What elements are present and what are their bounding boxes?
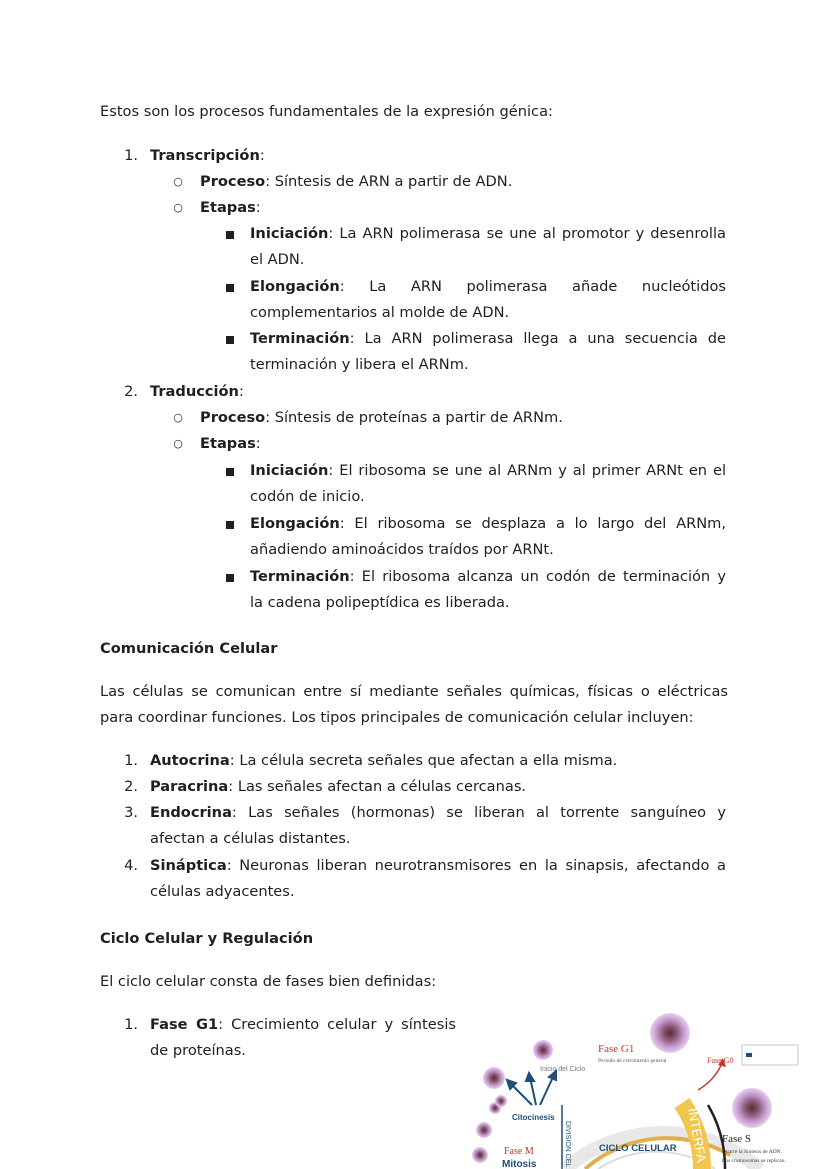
square-bullet-icon bbox=[226, 574, 234, 582]
fase-g0-label: Fase G0 bbox=[707, 1056, 734, 1065]
stage-label: Iniciación bbox=[250, 462, 329, 479]
item-text-cont: células adyacentes. bbox=[150, 883, 295, 900]
item-label: Sináptica bbox=[150, 857, 227, 874]
stage-item bbox=[0, 326, 828, 378]
cell-citocinesis-icon bbox=[483, 1067, 505, 1089]
square-bullet-icon bbox=[226, 468, 234, 476]
square-bullet-icon bbox=[226, 336, 234, 344]
list-item bbox=[0, 774, 828, 800]
item-text: : Las señales afectan a células cercanas. bbox=[228, 778, 527, 795]
list-item bbox=[0, 853, 828, 905]
stage-text: : El ribosoma se desplaza a lo largo del ARNm, bbox=[339, 515, 726, 532]
item-title: Transcripción bbox=[150, 147, 260, 164]
fase-g1-label: Fase G1 bbox=[598, 1043, 635, 1055]
fase-s-label: Fase S bbox=[722, 1133, 752, 1145]
stage-item bbox=[0, 458, 828, 510]
item-text: : La célula secreta señales que afectan a ella misma. bbox=[229, 752, 618, 769]
division-label: DIVISIÓN CEL bbox=[564, 1121, 571, 1168]
list-number: 4. bbox=[124, 857, 138, 874]
list-number: 1. bbox=[124, 147, 138, 164]
item-label: Endocrina bbox=[150, 804, 232, 821]
list-item-traduccion: 2. Traducción: bbox=[0, 379, 828, 405]
fase-g1-sub: Período de crecimiento general bbox=[598, 1058, 667, 1064]
mitosis-label: Mitosis bbox=[502, 1159, 537, 1169]
stage-text-cont: el ADN. bbox=[250, 251, 305, 268]
item-text: : Las señales (hormonas) se liberan al torrente sanguíneo y bbox=[231, 804, 726, 821]
cell-inicio-icon bbox=[533, 1040, 553, 1060]
circle-bullet-icon: ○ bbox=[173, 411, 183, 424]
sub-item-label: Etapas bbox=[200, 199, 256, 216]
list-item bbox=[0, 800, 828, 852]
item-text: : Neuronas liberan neurotransmisores en la sinapsis, afectando a bbox=[226, 857, 726, 874]
item-title: Traducción bbox=[150, 383, 239, 400]
arrows bbox=[507, 1071, 556, 1105]
stage-text: : El ribosoma alcanza un codón de terminación y bbox=[349, 568, 726, 585]
stage-text: : La ARN polimerasa se une al promotor y desenrolla bbox=[328, 225, 726, 242]
stage-label: Iniciación bbox=[250, 225, 329, 242]
cell-s-icon bbox=[732, 1088, 772, 1128]
sub-item-text: : Síntesis de proteínas a partir de ARNm. bbox=[265, 409, 563, 426]
item-label: Paracrina bbox=[150, 778, 229, 795]
fase-s-sub1: Ocurre la Síntesis de ADN. bbox=[722, 1149, 783, 1155]
square-bullet-icon bbox=[226, 521, 234, 529]
list-number: 2. bbox=[124, 778, 138, 795]
ciclo-celular-label: CICLO CELULAR bbox=[599, 1143, 677, 1154]
paragraph-line: para coordinar funciones. Los tipos principales de comunicación celular incluyen: bbox=[100, 709, 694, 726]
item-label: Autocrina bbox=[150, 752, 230, 769]
stage-text-cont: añadiendo aminoácidos traídos por ARNt. bbox=[250, 541, 554, 558]
section-heading-ciclo: Ciclo Celular y Regulación bbox=[100, 930, 314, 947]
list-item-transcripcion: 1. Transcripción: bbox=[0, 143, 828, 169]
sub-item-etapas: ○ Etapas: bbox=[0, 195, 828, 221]
item-text-cont: afectan a células distantes. bbox=[150, 830, 351, 847]
circle-bullet-icon: ○ bbox=[173, 175, 183, 188]
stage-label: Elongación bbox=[250, 515, 340, 532]
sub-item-label: Etapas bbox=[200, 435, 256, 452]
ciclo-intro: El ciclo celular consta de fases bien definidas: bbox=[100, 973, 437, 990]
circle-bullet-icon: ○ bbox=[173, 201, 183, 214]
stage-text-cont: terminación y libera el ARNm. bbox=[250, 356, 469, 373]
intro-paragraph: Estos son los procesos fundamentales de la expresión génica: bbox=[100, 103, 553, 120]
cell-cycle-diagram bbox=[470, 1005, 810, 1169]
cell-g1-icon bbox=[650, 1013, 690, 1053]
paragraph-line: Las células se comunican entre sí mediante señales químicas, físicas o eléctricas bbox=[100, 683, 728, 700]
item-text: : Crecimiento celular y síntesis bbox=[218, 1016, 456, 1033]
sub-item-etapas: ○ Etapas: bbox=[0, 431, 828, 457]
stage-text-cont: complementarios al molde de ADN. bbox=[250, 304, 510, 321]
stage-text: : La ARN polimerasa añade nucleótidos bbox=[339, 278, 726, 295]
g0-arrow bbox=[698, 1063, 722, 1090]
g0-card-flag bbox=[746, 1053, 752, 1057]
stage-text: : El ribosoma se une al ARNm y al primer ARNt en el bbox=[328, 462, 726, 479]
stage-item bbox=[0, 511, 828, 563]
cell-dividing-icon bbox=[495, 1095, 507, 1107]
list-item bbox=[0, 748, 828, 774]
item-text-cont: de proteínas. bbox=[150, 1042, 246, 1059]
sub-item-label: Proceso bbox=[200, 409, 266, 426]
sub-item-label: Proceso bbox=[200, 173, 266, 190]
stage-label: Terminación bbox=[250, 568, 350, 585]
cell-mitosis-icon bbox=[472, 1147, 488, 1163]
stage-label: Elongación bbox=[250, 278, 340, 295]
fase-s-sub2: Los cromosomas se replican. bbox=[722, 1158, 786, 1164]
item-label: Fase G1 bbox=[150, 1016, 219, 1033]
square-bullet-icon bbox=[226, 231, 234, 239]
stage-text-cont: codón de inicio. bbox=[250, 488, 365, 505]
citocinesis-label: Citocinesis bbox=[512, 1113, 555, 1122]
list-number: 3. bbox=[124, 804, 138, 821]
list-number: 1. bbox=[124, 1016, 138, 1033]
section-heading-comunicacion: Comunicación Celular bbox=[100, 640, 278, 657]
stage-label: Terminación bbox=[250, 330, 350, 347]
sub-item-text: : Síntesis de ARN a partir de ADN. bbox=[265, 173, 513, 190]
sub-item-proceso bbox=[0, 169, 828, 195]
inicio-ciclo-label: Inicio del Ciclo bbox=[540, 1066, 586, 1073]
fase-m-label: Fase M bbox=[504, 1146, 534, 1157]
stage-item bbox=[0, 274, 828, 326]
list-number: 1. bbox=[124, 752, 138, 769]
stage-item bbox=[0, 221, 828, 273]
square-bullet-icon bbox=[226, 284, 234, 292]
interfase-label: INTERFA bbox=[685, 1106, 710, 1164]
sub-item-proceso bbox=[0, 405, 828, 431]
stage-text: : La ARN polimerasa llega a una secuencia de bbox=[349, 330, 726, 347]
stage-text-cont: la cadena polipeptídica es liberada. bbox=[250, 594, 510, 611]
stage-item bbox=[0, 564, 828, 616]
cell-mitosis-icon bbox=[476, 1122, 492, 1138]
list-number: 2. bbox=[124, 383, 138, 400]
circle-bullet-icon: ○ bbox=[173, 437, 183, 450]
